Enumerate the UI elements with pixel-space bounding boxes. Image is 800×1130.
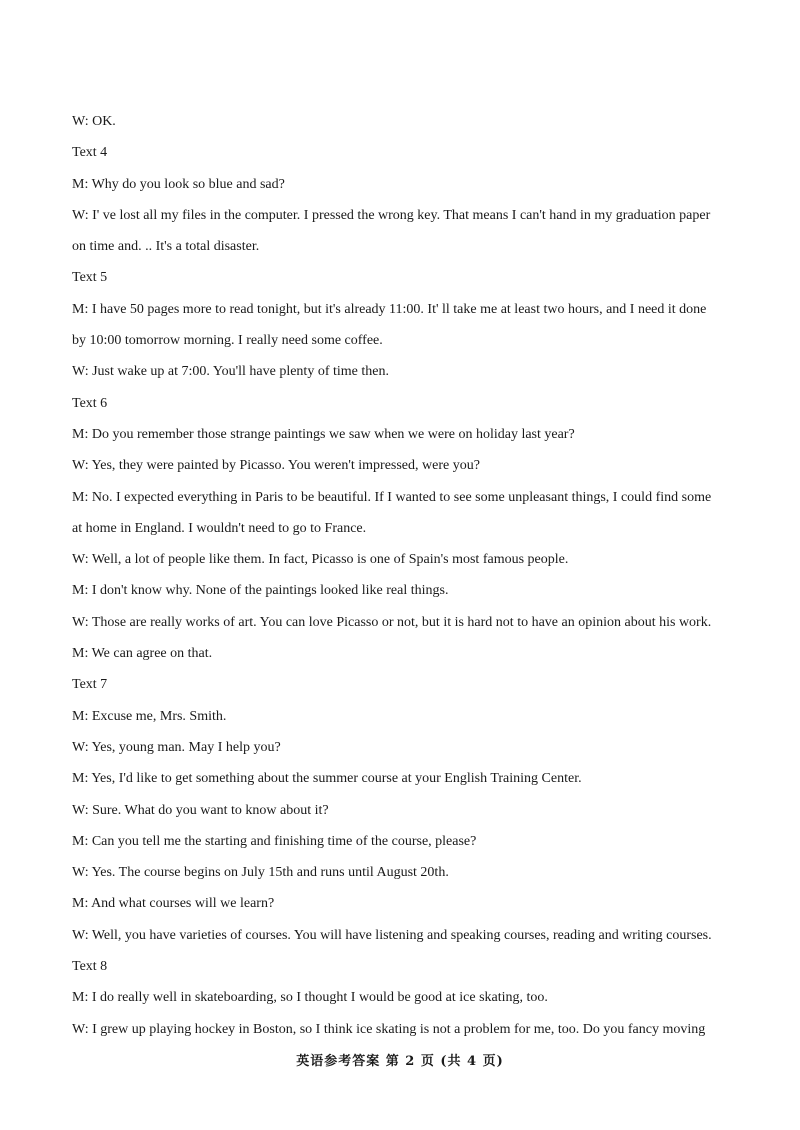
text-line: M: Why do you look so blue and sad? [72, 176, 285, 192]
section-heading: Text 8 [72, 959, 108, 975]
section-heading: Text 7 [72, 677, 108, 693]
text-line: W: Yes. The course begins on July 15th and runs until August 20th. [72, 865, 449, 881]
text-line: M: Do you remember those strange paintings we saw when we were on holiday last year? [72, 426, 575, 442]
section-heading: Text 5 [72, 270, 108, 286]
text-line: M: I have 50 pages more to read tonight, but it's already 11:00. It' ll take me at least two hours, and I need it done [72, 301, 707, 317]
transcript-body [72, 106, 732, 1045]
text-line: W: OK. [72, 114, 116, 129]
text-line: on time and. .. It's a total disaster. [72, 239, 260, 255]
text-line: M: And what courses will we learn? [72, 896, 275, 912]
text-line: M: No. I expected everything in Paris to be beautiful. If I wanted to see some unpleasant things, I could find some [72, 489, 712, 505]
text-line: W: Well, a lot of people like them. In fact, Picasso is one of Spain's most famous people. [72, 552, 569, 568]
text-line: M: We can agree on that. [72, 646, 213, 662]
text-line: W: Yes, they were painted by Picasso. You weren't impressed, were you? [72, 458, 480, 474]
text-line: W: Those are really works of art. You can love Picasso or not, but it is hard not to have an opinion about his work. [72, 614, 712, 630]
text-line: W: Just wake up at 7:00. You'll have plenty of time then. [72, 364, 389, 380]
text-line: M: Excuse me, Mrs. Smith. [72, 708, 227, 724]
section-heading: Text 6 [72, 395, 108, 411]
text-line: W: Well, you have varieties of courses. You will have listening and speaking courses, reading and writing courses. [72, 927, 712, 943]
page-footer: 英语参考答案 第 2 页 (共 4 页) [296, 1054, 504, 1069]
text-line: W: I grew up playing hockey in Boston, so I think ice skating is not a problem for me, too. Do you fancy moving [72, 1021, 706, 1037]
text-line: M: Yes, I'd like to get something about the summer course at your English Training Center. [72, 771, 582, 787]
text-line: M: Can you tell me the starting and finishing time of the course, please? [72, 833, 477, 849]
text-line: W: I' ve lost all my files in the computer. I pressed the wrong key. That means I can't hand in my graduation paper [72, 207, 711, 223]
text-line: at home in England. I wouldn't need to go to France. [72, 520, 367, 536]
section-heading: Text 4 [72, 145, 108, 161]
text-line: W: Sure. What do you want to know about it? [72, 802, 329, 818]
text-line: W: Yes, young man. May I help you? [72, 739, 281, 755]
text-line: M: I don't know why. None of the paintings looked like real things. [72, 583, 449, 599]
text-line: by 10:00 tomorrow morning. I really need some coffee. [72, 333, 383, 349]
text-line: M: I do really well in skateboarding, so I thought I would be good at ice skating, too. [72, 990, 548, 1006]
